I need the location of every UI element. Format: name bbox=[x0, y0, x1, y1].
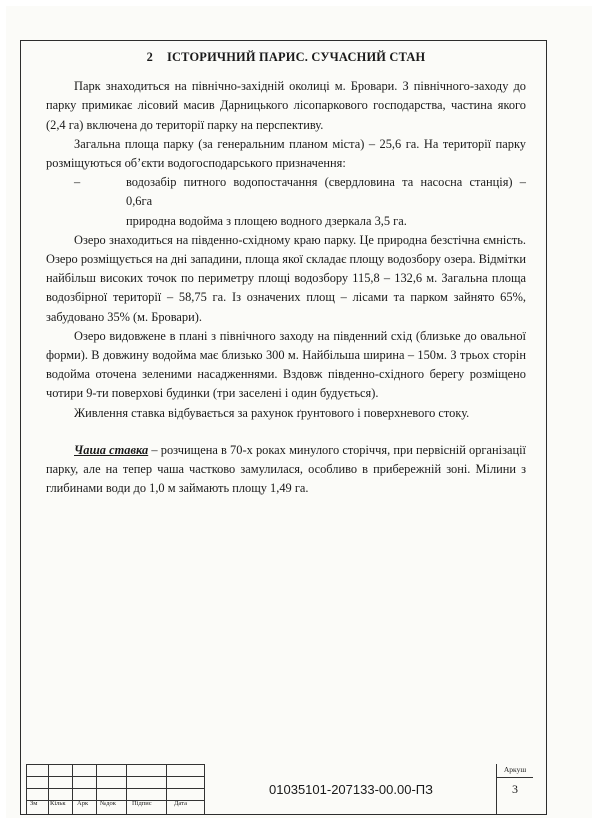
col-label-pidpys: Підпис bbox=[132, 800, 152, 807]
sheet-number-cell bbox=[496, 764, 533, 814]
document-sheet bbox=[6, 6, 592, 818]
document-code-cell bbox=[204, 764, 497, 814]
col-label-data: Дата bbox=[174, 800, 187, 807]
term-pond-bowl: Чаша ставка bbox=[74, 442, 149, 457]
col-label-ndoc: №док bbox=[100, 800, 116, 807]
document-body bbox=[46, 48, 526, 498]
paragraph-pond-bowl bbox=[46, 441, 526, 499]
paragraph-lake-location: Озеро знаходиться на південно-східному краю парку. Це природна безстічна ємність. Озеро розміщується на дні западини, площа якої складає площу водозбору озера. Відмітки найбільш високих точок по периметру площі водозбору 115,8 – 132,6 м. Загальна площа водозбірної території – 58,75 га. Із означених площ – лісами та парком зайнято 65%, забудовано 35% (м. Бровари). bbox=[46, 232, 526, 324]
list-dash: – bbox=[74, 175, 81, 190]
list-item bbox=[46, 212, 526, 231]
sheet-label: Аркуш bbox=[497, 765, 533, 778]
section-title: ІСТОРИЧНИЙ ПАРИС. СУЧАСНИЙ СТАН bbox=[167, 50, 426, 64]
document-code: 01035101-207133-00.00-ПЗ bbox=[269, 782, 433, 797]
paragraph-location: Парк знаходиться на північно-західній околиці м. Бровари. З північного-заходу до парку примикає лісовий масив Дарницького лісопаркового господарства, частина якого (2,4 га) включена до території парку на перспективу. bbox=[46, 79, 526, 132]
revision-table bbox=[26, 764, 204, 814]
col-label-zm: Зм bbox=[30, 800, 38, 807]
paragraph-area: Загальна площа парку (за генеральним планом міста) – 25,6 га. На території парку розміщуються об’єкти водогосподарського призначення: bbox=[46, 136, 526, 171]
revision-column-labels bbox=[26, 800, 204, 812]
list-item-text: водозабір питного водопостачання (свердловина та насосна станція) – 0,6га bbox=[126, 175, 526, 209]
paragraph-feeding: Живлення ставка відбувається за рахунок ґрунтового і поверхневого стоку. bbox=[74, 405, 470, 420]
paragraph-lake-shape: Озеро видовжене в плані з північного заходу на південний схід (близьке до овальної форми). В довжину водойма має близько 300 м. Найбільша ширина – 150м. З трьох сторін водойма оточена зеленими насадженнями. Вздовж південно-східного берегу розміщено чотири 9-ти поверхові будинки (три заселені і один будується). bbox=[46, 328, 526, 401]
list-item bbox=[46, 173, 526, 211]
sheet-number: 3 bbox=[512, 782, 518, 796]
title-block bbox=[26, 764, 546, 814]
section-number: 2 bbox=[146, 50, 153, 64]
paragraph-pond-bowl-text: – розчищена в 70-х роках минулого сторіччя, при первісній організації парку, але на тепер чаша частково замулилася, особливо в прибережній зоні. Мілини з глибинами води до 1,0 м займають площу 1,49 га. bbox=[46, 442, 526, 496]
col-label-kilk: Кільк bbox=[50, 800, 66, 807]
col-label-ark: Арк bbox=[77, 800, 89, 807]
section-heading bbox=[46, 48, 526, 67]
list-item-text: природна водойма з площею водного дзеркала 3,5 га. bbox=[126, 213, 407, 228]
